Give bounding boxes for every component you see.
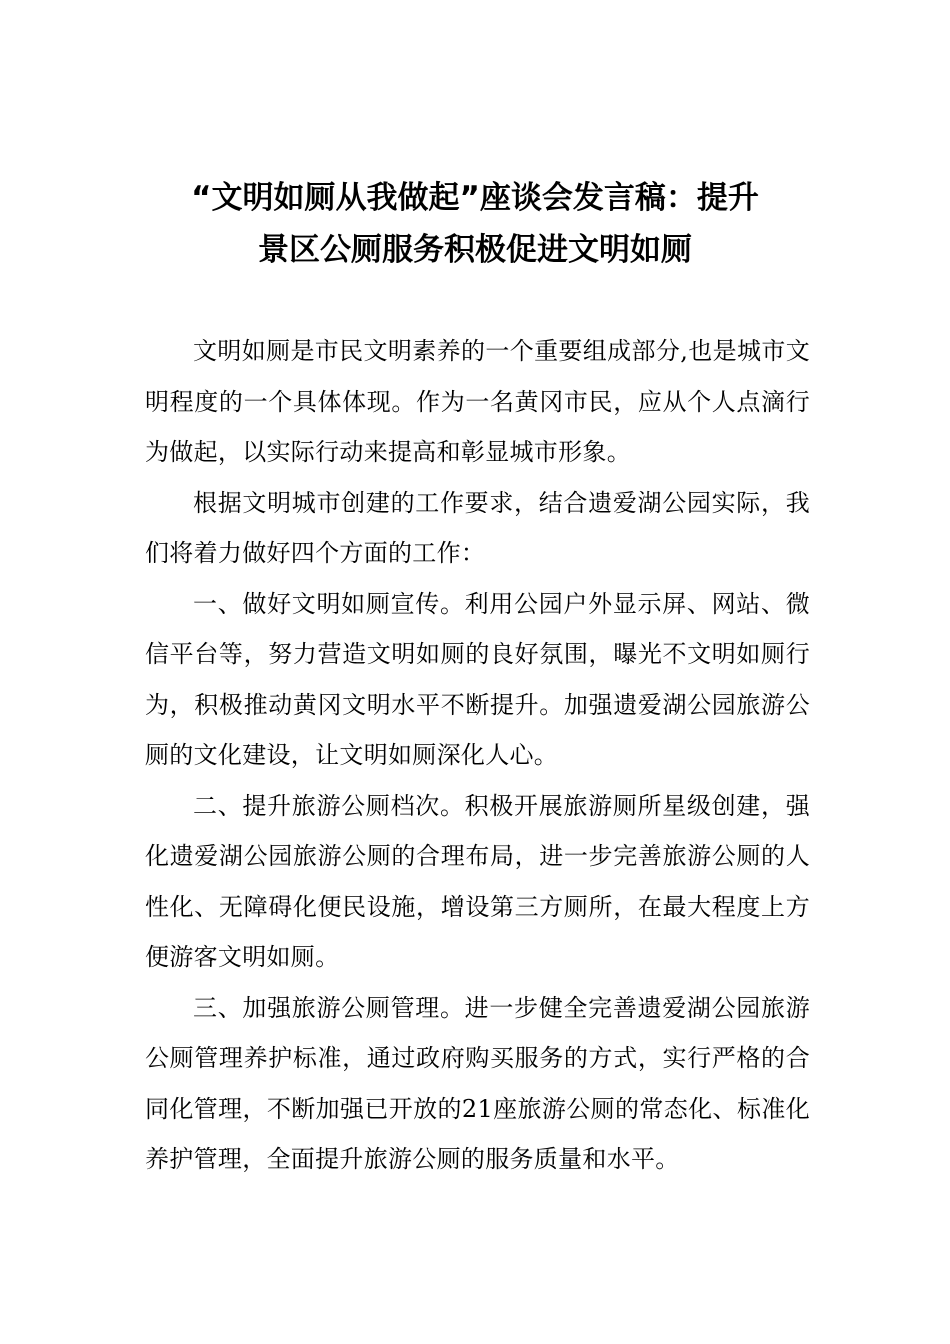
paragraph-item-3: 三、加强旅游公厕管理。进一步健全完善遗爱湖公园旅游公厕管理养护标准，通过政府购买服务的方式，实行严格的合同化管理，不断加强已开放的21座旅游公厕的常态化、标准化养护管理，全面提升旅游公厕的服务质量和水平。 (145, 993, 810, 1173)
title-line-2: 景区公厕服务积极促进文明如厕 (258, 232, 692, 268)
document-body (145, 326, 810, 1185)
document-title (130, 172, 820, 276)
paragraph-requirements: 根据文明城市创建的工作要求，结合遗爱湖公园实际，我们将着力做好四个方面的工作： (145, 488, 810, 567)
title-line-1: “文明如厕从我做起”座谈会发言稿：提升 (191, 180, 759, 216)
paragraph-intro: 文明如厕是市民文明素养的一个重要组成部分,也是城市文明程度的一个具体体现。作为一名黄冈市民，应从个人点滴行为做起，以实际行动来提高和彰显城市形象。 (145, 337, 810, 466)
paragraph-item-2: 二、提升旅游公厕档次。积极开展旅游厕所星级创建，强化遗爱湖公园旅游公厕的合理布局，进一步完善旅游公厕的人性化、无障碍化便民设施，增设第三方厕所，在最大程度上方便游客文明如厕。 (145, 791, 810, 971)
paragraph-item-1: 一、做好文明如厕宣传。利用公园户外显示屏、网站、微信平台等，努力营造文明如厕的良好氛围，曝光不文明如厕行为，积极推动黄冈文明水平不断提升。加强遗爱湖公园旅游公厕的文化建设，让文明如厕深化人心。 (145, 589, 810, 769)
